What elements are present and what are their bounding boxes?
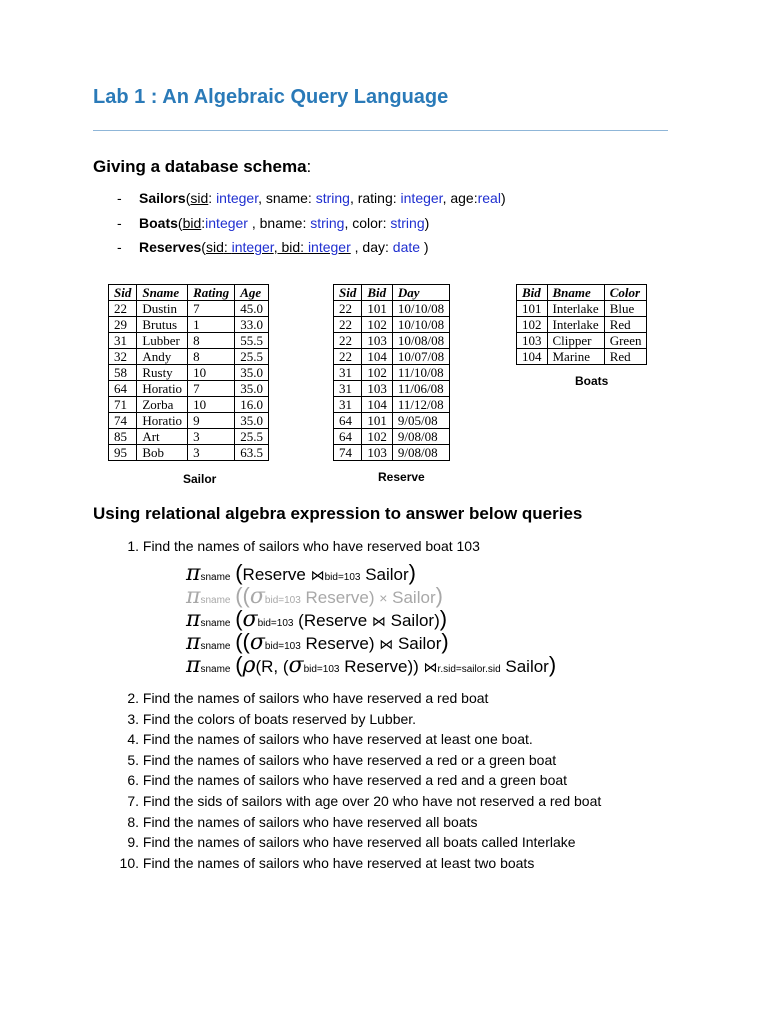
table-cell: 8 bbox=[188, 333, 235, 349]
table-row bbox=[517, 301, 647, 317]
table-row bbox=[109, 333, 269, 349]
table-row bbox=[517, 349, 647, 365]
table-cell: 31 bbox=[109, 333, 137, 349]
table-cell: Marine bbox=[547, 349, 604, 365]
table-cell: 32 bbox=[109, 349, 137, 365]
query-text: Find the colors of boats reserved by Lubber. bbox=[142, 710, 417, 727]
query-item bbox=[116, 793, 601, 809]
query-number: 5. bbox=[127, 751, 139, 768]
query-item bbox=[116, 772, 567, 788]
page-title: Lab 1 : An Algebraic Query Language bbox=[93, 86, 449, 108]
table-cell: 25.5 bbox=[235, 349, 269, 365]
column-header: Bid bbox=[517, 285, 548, 301]
table-cell: Interlake bbox=[547, 301, 604, 317]
table-cell: 74 bbox=[109, 413, 137, 429]
table-cell: 103 bbox=[362, 445, 393, 461]
table-cell: Horatio bbox=[137, 413, 188, 429]
query-text: Find the names of sailors who have reserved a red and a green boat bbox=[142, 772, 568, 789]
table-cell: 45.0 bbox=[235, 301, 269, 317]
query-item bbox=[116, 752, 556, 768]
table-cell: 22 bbox=[334, 317, 362, 333]
table-cell: 10/08/08 bbox=[392, 333, 449, 349]
table-cell: 22 bbox=[334, 333, 362, 349]
table-cell: 31 bbox=[334, 397, 362, 413]
table-cell: 104 bbox=[362, 397, 393, 413]
table-row bbox=[109, 429, 269, 445]
table-row bbox=[109, 301, 269, 317]
table-cell: 103 bbox=[362, 333, 393, 349]
table-cell: 10 bbox=[188, 397, 235, 413]
table-cell: Clipper bbox=[547, 333, 604, 349]
query-item bbox=[116, 834, 576, 850]
table-row bbox=[109, 397, 269, 413]
table-cell: 10/10/08 bbox=[392, 301, 449, 317]
table-cell: 29 bbox=[109, 317, 137, 333]
schema-heading: Giving a database schema: bbox=[93, 157, 312, 176]
table-cell: 9/08/08 bbox=[392, 445, 449, 461]
table-cell: 31 bbox=[334, 365, 362, 381]
table-row bbox=[109, 445, 269, 461]
query-item: 1. Find the names of sailors who have reserved boat 103 bbox=[127, 538, 480, 554]
table-cell: 74 bbox=[334, 445, 362, 461]
queries-heading: Using relational algebra expression to answer below queries bbox=[93, 504, 583, 523]
query-text: Find the names of sailors who have reserved at least one boat. bbox=[142, 731, 533, 748]
table-row bbox=[334, 365, 450, 381]
table-row bbox=[334, 301, 450, 317]
table-cell: Green bbox=[604, 333, 647, 349]
query-number: 2. bbox=[127, 690, 139, 706]
table-cell: 102 bbox=[362, 317, 393, 333]
table-cell: Brutus bbox=[137, 317, 188, 333]
reserve-caption: Reserve bbox=[378, 470, 425, 484]
table-cell: Art bbox=[137, 429, 188, 445]
table-cell: 55.5 bbox=[235, 333, 269, 349]
table-row bbox=[517, 317, 647, 333]
table-cell: 63.5 bbox=[235, 445, 269, 461]
table-row bbox=[334, 413, 450, 429]
table-cell: 22 bbox=[334, 349, 362, 365]
query-item bbox=[116, 690, 488, 706]
table-cell: 9 bbox=[188, 413, 235, 429]
table-row bbox=[334, 333, 450, 349]
table-row bbox=[334, 381, 450, 397]
column-header: Sid bbox=[109, 285, 137, 301]
table-cell: 11/12/08 bbox=[392, 397, 449, 413]
table-cell: 35.0 bbox=[235, 365, 269, 381]
query-number: 4. bbox=[127, 731, 139, 748]
table-row bbox=[334, 317, 450, 333]
table-cell: 71 bbox=[109, 397, 137, 413]
query-text: Find the sids of sailors with age over 20 who have not reserved a red boat bbox=[142, 793, 602, 809]
table-row bbox=[517, 333, 647, 349]
table-cell: 64 bbox=[334, 413, 362, 429]
table-cell: 35.0 bbox=[235, 381, 269, 397]
table-cell: 7 bbox=[188, 301, 235, 317]
column-header: Bname bbox=[547, 285, 604, 301]
query-item bbox=[116, 711, 416, 727]
table-cell: 3 bbox=[188, 445, 235, 461]
table-cell: Blue bbox=[604, 301, 647, 317]
table-cell: 31 bbox=[334, 381, 362, 397]
table-cell: 101 bbox=[362, 413, 393, 429]
table-cell: 64 bbox=[334, 429, 362, 445]
table-cell: Horatio bbox=[137, 381, 188, 397]
expression-4: πsname ((σbid=103 Reserve) ⋈ Sailor) bbox=[186, 629, 449, 655]
table-cell: 8 bbox=[188, 349, 235, 365]
table-row bbox=[109, 365, 269, 381]
query-item bbox=[116, 731, 533, 747]
table-row bbox=[334, 397, 450, 413]
query-text: Find the names of sailors who have reserved a red boat bbox=[142, 690, 489, 706]
sailor-caption: Sailor bbox=[183, 472, 217, 486]
table-cell: 85 bbox=[109, 429, 137, 445]
column-header: Rating bbox=[188, 285, 235, 301]
table-cell: 9/08/08 bbox=[392, 429, 449, 445]
table-row bbox=[334, 429, 450, 445]
expression-1: πsname (Reserve ⋈bid=103 Sailor) bbox=[186, 560, 416, 586]
column-header: Age bbox=[235, 285, 269, 301]
table-cell: 104 bbox=[517, 349, 548, 365]
table-cell: 25.5 bbox=[235, 429, 269, 445]
table-row bbox=[109, 349, 269, 365]
table-cell: 16.0 bbox=[235, 397, 269, 413]
table-row bbox=[334, 349, 450, 365]
table-cell: 103 bbox=[362, 381, 393, 397]
table-cell: Zorba bbox=[137, 397, 188, 413]
table-cell: 1 bbox=[188, 317, 235, 333]
table-cell: 33.0 bbox=[235, 317, 269, 333]
table-cell: 11/06/08 bbox=[392, 381, 449, 397]
table-cell: 22 bbox=[109, 301, 137, 317]
table-cell: 35.0 bbox=[235, 413, 269, 429]
sailor-table bbox=[108, 284, 269, 461]
schema-boats: - Boats(bid:integer , bname: string, color: string) bbox=[117, 215, 430, 231]
schema-sailors: - Sailors(sid: integer, sname: string, rating: integer, age:real) bbox=[117, 190, 506, 206]
table-cell: Red bbox=[604, 349, 647, 365]
query-text: Find the names of sailors who have reserved a red or a green boat bbox=[142, 751, 557, 768]
table-row bbox=[334, 445, 450, 461]
table-cell: 10/10/08 bbox=[392, 317, 449, 333]
table-cell: 102 bbox=[517, 317, 548, 333]
boats-caption: Boats bbox=[575, 374, 609, 388]
table-cell: 104 bbox=[362, 349, 393, 365]
column-header: Day bbox=[392, 285, 449, 301]
table-cell: 7 bbox=[188, 381, 235, 397]
query-text: Find the names of sailors who have reserved all boats called Interlake bbox=[142, 834, 576, 851]
title-divider bbox=[93, 130, 668, 131]
boats-table bbox=[516, 284, 647, 365]
query-number: 6. bbox=[127, 772, 139, 789]
table-cell: 10 bbox=[188, 365, 235, 381]
query-number: 8. bbox=[127, 813, 139, 830]
table-cell: 101 bbox=[517, 301, 548, 317]
query-number: 10. bbox=[119, 854, 139, 871]
reserve-table bbox=[333, 284, 450, 461]
schema-reserves: - Reserves(sid: integer, bid: integer , day: date ) bbox=[117, 239, 429, 255]
table-cell: Bob bbox=[137, 445, 188, 461]
table-cell: Interlake bbox=[547, 317, 604, 333]
table-cell: 95 bbox=[109, 445, 137, 461]
query-number: 9. bbox=[127, 834, 139, 851]
expression-5: πsname (ρ(R, (σbid=103 Reserve)) ⋈r.sid=sailor.sid Sailor) bbox=[186, 652, 557, 678]
column-header: Bid bbox=[362, 285, 393, 301]
table-cell: 11/10/08 bbox=[392, 365, 449, 381]
table-row bbox=[109, 381, 269, 397]
table-cell: Lubber bbox=[137, 333, 188, 349]
table-cell: 101 bbox=[362, 301, 393, 317]
column-header: Color bbox=[604, 285, 647, 301]
table-cell: Rusty bbox=[137, 365, 188, 381]
table-cell: 102 bbox=[362, 429, 393, 445]
query-text: Find the names of sailors who have reserved at least two boats bbox=[142, 854, 535, 871]
table-row bbox=[109, 413, 269, 429]
table-cell: 10/07/08 bbox=[392, 349, 449, 365]
query-item bbox=[116, 855, 534, 871]
table-cell: 22 bbox=[334, 301, 362, 317]
table-cell: 102 bbox=[362, 365, 393, 381]
query-item bbox=[116, 814, 478, 830]
column-header: Sname bbox=[137, 285, 188, 301]
query-number: 7. bbox=[127, 793, 139, 809]
table-cell: Andy bbox=[137, 349, 188, 365]
table-cell: 64 bbox=[109, 381, 137, 397]
table-row bbox=[109, 317, 269, 333]
table-cell: 58 bbox=[109, 365, 137, 381]
table-cell: Red bbox=[604, 317, 647, 333]
query-text: Find the names of sailors who have reserved all boats bbox=[142, 813, 478, 830]
expression-3: πsname (σbid=103 (Reserve ⋈ Sailor)) bbox=[186, 606, 448, 632]
expression-2: πsname ((σbid=103 Reserve) × Sailor) bbox=[186, 583, 443, 609]
table-cell: Dustin bbox=[137, 301, 188, 317]
table-cell: 103 bbox=[517, 333, 548, 349]
table-cell: 9/05/08 bbox=[392, 413, 449, 429]
column-header: Sid bbox=[334, 285, 362, 301]
table-cell: 3 bbox=[188, 429, 235, 445]
query-number: 3. bbox=[127, 710, 139, 727]
